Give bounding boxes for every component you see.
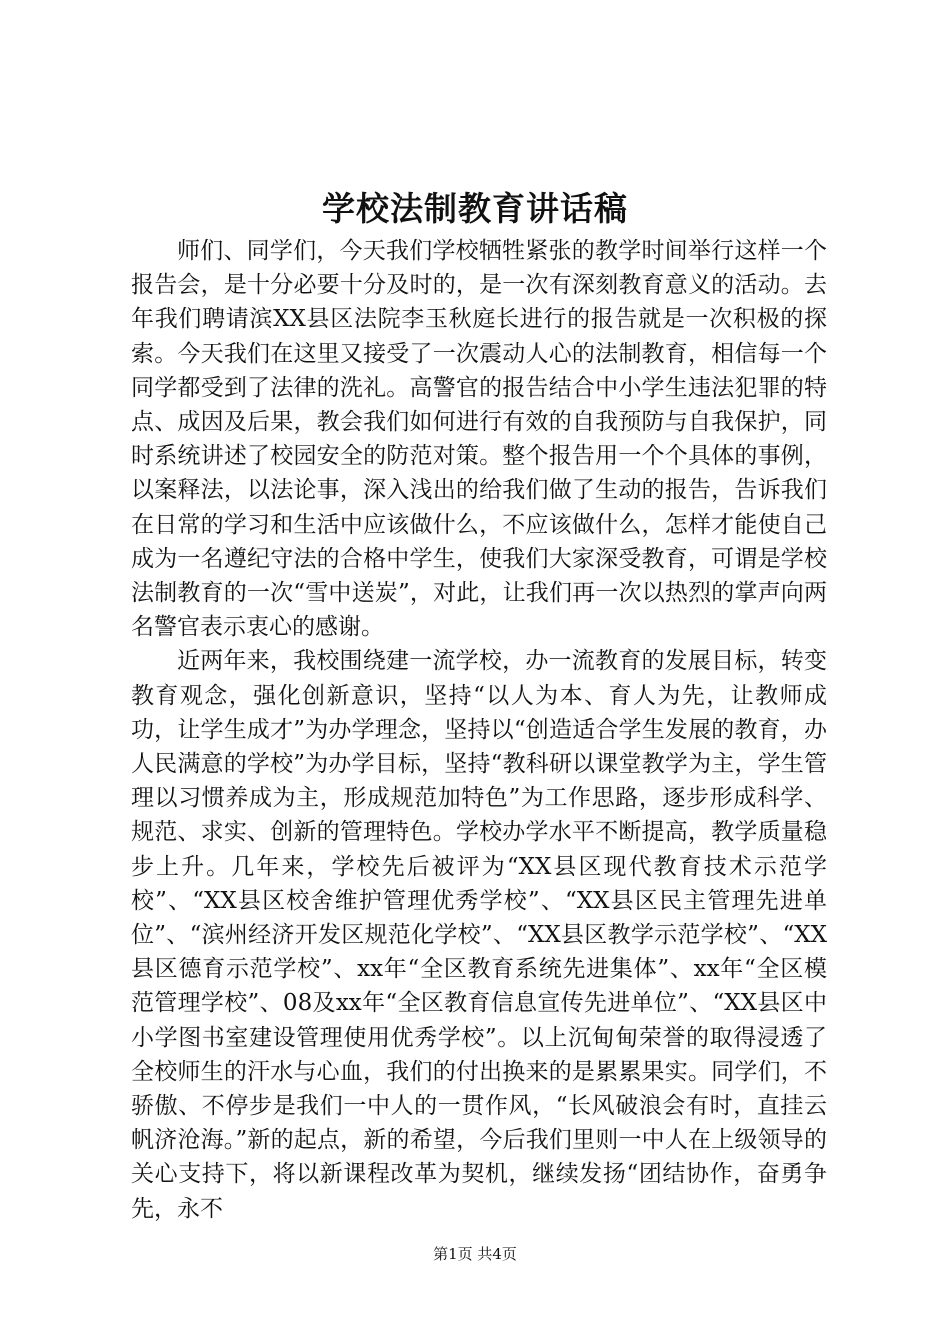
page-number-footer: 第1页 共4页 <box>433 1245 517 1263</box>
document-body <box>131 234 827 1226</box>
paragraph-1: 师们、同学们，今天我们学校牺牲紧张的教学时间举行这样一个报告会，是十分必要十分及时的，是一次有深刻教育意义的活动。去年我们聘请滨XX县区法院李玉秋庭长进行的报告就是一次积极的探索。今天我们在这里又接受了一次震动人心的法制教育，相信每一个同学都受到了法律的洗礼。高警官的报告结合中小学生违法犯罪的特点、成因及后果，教会我们如何进行有效的自我预防与自我保护，同时系统讲述了校园安全的防范对策。整个报告用一个个具体的事例，以案释法，以法论事，深入浅出的给我们做了生动的报告，告诉我们在日常的学习和生活中应该做什么，不应该做什么，怎样才能使自己成为一名遵纪守法的合格中学生，使我们大家深受教育，可谓是学校法制教育的一次“雪中送炭”，对此，让我们再一次以热烈的掌声向两名警官表示衷心的感谢。 <box>131 238 827 641</box>
document-title: 学校法制教育讲话稿 <box>322 189 628 228</box>
paragraph-2: 近两年来，我校围绕建一流学校，办一流教育的发展目标，转变教育观念，强化创新意识，坚持“以人为本、育人为先，让教师成功，让学生成才”为办学理念，坚持以“创造适合学生发展的教育，办人民满意的学校”为办学目标，坚持“教科研以课堂教学为主，学生管理以习惯养成为主，形成规范加特色”为工作思路，逐步形成科学、规范、求实、创新的管理特色。学校办学水平不断提高，教学质量稳步上升。几年来，学校先后被评为“XX县区现代教育技术示范学校”、“XX县区校舍维护管理优秀学校”、“XX县区民主管理先进单位”、“滨州经济开发区规范化学校”、“XX县区教学示范学校”、“XX县区德育示范学校”、xx年“全区教育系统先进集体”、xx年“全区模范管理学校”、08及xx年“全区教育信息宣传先进单位”、“XX县区中小学图书室建设管理使用优秀学校”。以上沉甸甸荣誉的取得浸透了全校师生的汗水与心血，我们的付出换来的是累累果实。同学们，不骄傲、不停步是我们一中人的一贯作风，“长风破浪会有时，直挂云帆济沧海。”新的起点，新的希望，今后我们里则一中人在上级领导的关心支持下，将以新课程改革为契机，继续发扬“团结协作，奋勇争先，永不 <box>131 648 827 1222</box>
